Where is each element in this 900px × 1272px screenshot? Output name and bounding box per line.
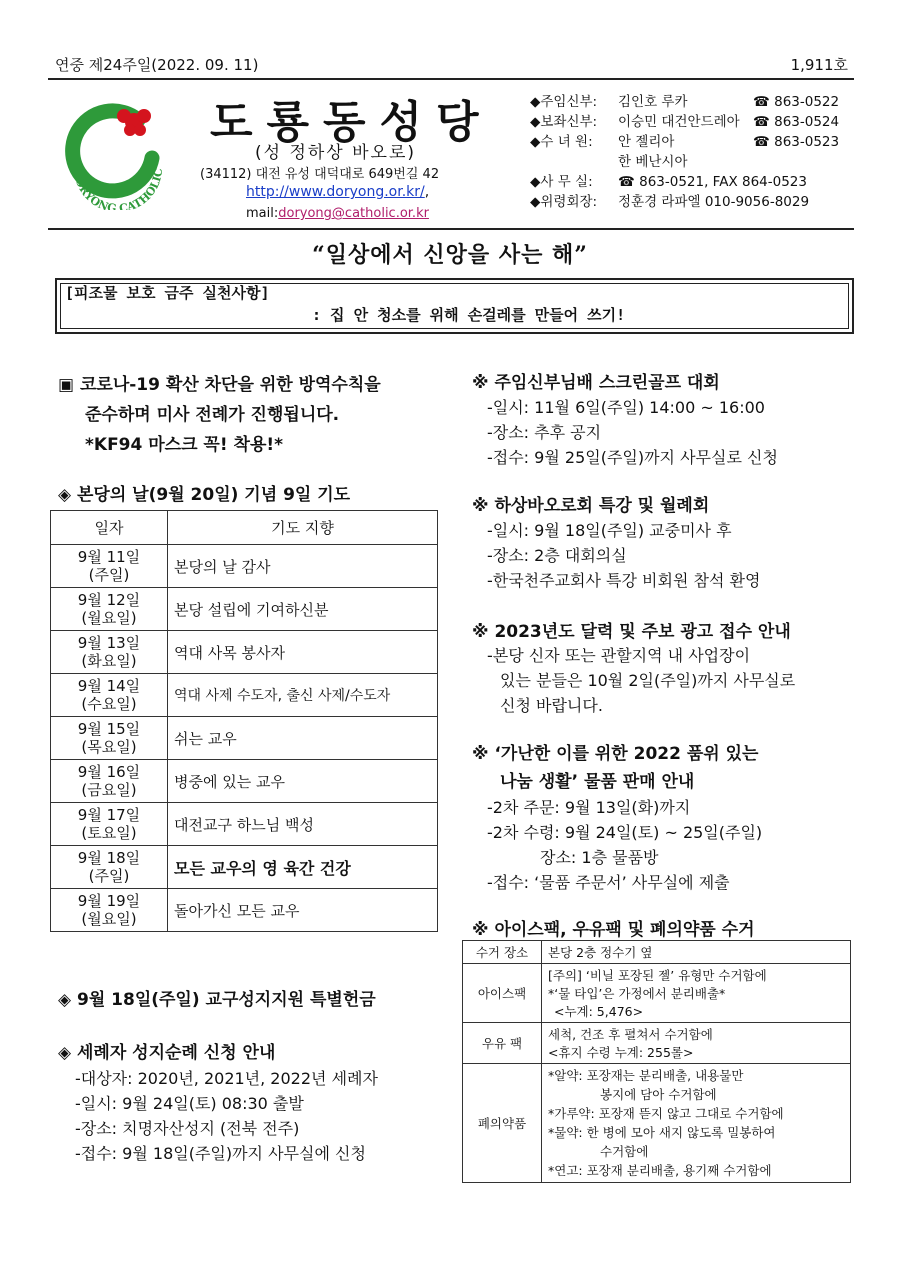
sale-line: 장소: 1층 물품방 — [540, 848, 659, 867]
row-day: (월요일) — [81, 910, 137, 928]
logo-text: DORYONG CATHOLIC — [70, 167, 166, 210]
row-date: 9월 12일 — [77, 591, 141, 609]
mail-line — [246, 206, 429, 221]
patron-saint: (성 정하상 바오로) — [255, 143, 417, 163]
date-cell — [51, 760, 168, 803]
collection-key: 아이스팩 — [463, 964, 542, 1023]
staff-phone: ☎ 863-0523 — [753, 134, 840, 150]
staff-contacts — [530, 92, 839, 212]
lecture-heading: ※ 하상바오로회 특강 및 월례회 — [472, 496, 710, 516]
table-row — [463, 1023, 851, 1064]
row-date: 9월 16일 — [77, 763, 141, 781]
table-header-row — [51, 511, 438, 545]
table-row — [51, 631, 438, 674]
church-logo — [60, 98, 172, 210]
row-day: (주일) — [88, 867, 130, 885]
collection-value — [542, 1023, 851, 1064]
staff-label: ◆수 녀 원: — [530, 134, 593, 150]
staff-row — [530, 92, 839, 112]
pilgrimage-line: -장소: 치명자산성지 (전북 전주) — [75, 1119, 300, 1138]
date-cell — [51, 717, 168, 760]
collection-line: *물약: 한 병에 모아 새지 않도록 밀봉하여 — [548, 1125, 776, 1140]
collection-line: *가루약: 포장재 뜯지 않고 그대로 수거함에 — [548, 1106, 784, 1121]
staff-name: 안 젤리아 — [618, 134, 675, 150]
collection-heading: ※ 아이스팩, 우유팩 및 폐의약품 수거 — [472, 920, 755, 940]
staff-label — [530, 152, 618, 172]
collection-value — [542, 941, 851, 964]
row-day: (토요일) — [81, 824, 137, 842]
table-row — [463, 1064, 851, 1183]
row-date: 9월 13일 — [77, 634, 141, 652]
table-row — [51, 803, 438, 846]
pilgrimage-line: -접수: 9월 18일(주일)까지 사무실에 신청 — [75, 1144, 366, 1163]
collection-line: [주의] ‘비닐 포장된 젤’ 유형만 수거함에 — [548, 968, 767, 983]
col-date-header: 일자 — [51, 511, 168, 545]
special-offering-heading: ◈ 9월 18일(주일) 교구성지지원 특별헌금 — [58, 990, 376, 1010]
staff-name: ☎ 863-0521, FAX 864-0523 — [618, 174, 807, 190]
sale-line: -2차 주문: 9월 13일(화)까지 — [487, 798, 691, 817]
staff-label: ◆사 무 실: — [530, 174, 593, 190]
collection-key: 수거 장소 — [463, 941, 542, 964]
sale-heading-line2: 나눔 생활’ 물품 판매 안내 — [500, 772, 695, 792]
intent-cell: 역대 사목 봉사자 — [168, 631, 438, 674]
row-day: (목요일) — [81, 738, 137, 756]
staff-phone: ☎ 863-0524 — [753, 114, 840, 130]
notice-title: [피조물 보호 금주 실천사항] — [65, 284, 270, 302]
row-date: 9월 14일 — [77, 677, 141, 695]
row-day: (화요일) — [81, 652, 137, 670]
creation-care-notice — [55, 278, 854, 334]
intent-cell: 돌아가신 모든 교우 — [168, 889, 438, 932]
website-suffix: , — [424, 184, 430, 200]
col-intent-header: 기도 지향 — [168, 511, 438, 545]
week-label: 연중 제24주일(2022. 09. 11) — [55, 56, 259, 74]
staff-phone: ☎ 863-0522 — [753, 94, 840, 110]
staff-name: 이승민 대건안드레아 — [618, 114, 740, 130]
sale-line: -접수: ‘물품 주문서’ 사무실에 제출 — [487, 873, 730, 892]
calendar-line: -본당 신자 또는 관할지역 내 사업장이 — [487, 646, 751, 665]
row-day: (주일) — [88, 566, 130, 584]
golf-heading: ※ 주임신부님배 스크린골프 대회 — [472, 373, 720, 393]
pilgrimage-line: -대상자: 2020년, 2021년, 2022년 세례자 — [75, 1069, 378, 1088]
table-row — [51, 889, 438, 932]
year-motto: “일상에서 신앙을 사는 해” — [312, 242, 588, 268]
row-date: 9월 18일 — [77, 849, 141, 867]
novena-heading: ◈ 본당의 날(9월 20일) 기념 9일 기도 — [58, 485, 351, 505]
intent-cell: 본당 설립에 기여하신분 — [168, 588, 438, 631]
staff-row — [530, 132, 839, 152]
intent-cell: 병중에 있는 교우 — [168, 760, 438, 803]
table-row — [463, 941, 851, 964]
intent-cell: 대전교구 하느님 백성 — [168, 803, 438, 846]
collection-line: *알약: 포장재는 분리배출, 내용물만 — [548, 1068, 744, 1083]
notice-body: : 집 안 청소를 위해 손걸레를 만들어 쓰기! — [312, 306, 626, 324]
header-rule-top — [48, 78, 854, 80]
website-line — [246, 184, 429, 200]
staff-name: 한 베난시아 — [618, 154, 688, 170]
staff-row — [530, 152, 839, 172]
lecture-line: -장소: 2층 대회의실 — [487, 546, 627, 565]
collection-value — [542, 964, 851, 1023]
row-date: 9월 19일 — [77, 892, 141, 910]
covid-line1: ▣ 코로나-19 확산 차단을 위한 방역수칙을 — [58, 375, 381, 395]
staff-name: 정훈경 라파엘 010-9056-8029 — [618, 194, 810, 210]
table-row — [51, 846, 438, 889]
covid-line2: 준수하며 미사 전례가 진행됩니다. — [85, 405, 340, 425]
staff-row — [530, 172, 839, 192]
issue-number: 1,911호 — [790, 56, 848, 74]
table-row — [51, 760, 438, 803]
intent-cell: 역대 사제 수도자, 출신 사제/수도자 — [168, 674, 438, 717]
collection-key: 우유 팩 — [463, 1023, 542, 1064]
collection-line: *연고: 포장재 분리배출, 용기째 수거함에 — [548, 1163, 772, 1178]
intent-cell: 모든 교우의 영 육간 건강 — [168, 846, 438, 889]
collection-line: 봉지에 담아 수거함에 — [600, 1087, 717, 1102]
golf-line: -일시: 11월 6일(주일) 14:00 ~ 16:00 — [487, 398, 765, 417]
header-rule-bottom — [48, 228, 854, 230]
row-day: (수요일) — [81, 695, 137, 713]
table-row — [51, 674, 438, 717]
row-date: 9월 11일 — [77, 548, 141, 566]
website-link[interactable]: http://www.doryong.or.kr/ — [246, 184, 425, 200]
staff-label: ◆보좌신부: — [530, 114, 598, 130]
golf-line: -장소: 추후 공지 — [487, 423, 602, 442]
table-row — [463, 964, 851, 1023]
staff-name: 김인호 루카 — [618, 94, 688, 110]
covid-line3: *KF94 마스크 꼭! 착용!* — [85, 435, 284, 455]
date-cell — [51, 588, 168, 631]
date-cell — [51, 674, 168, 717]
sale-heading-line1: ※ ‘가난한 이를 위한 2022 품위 있는 — [472, 744, 759, 764]
collection-line: 세척, 건조 후 펼쳐서 수거함에 — [548, 1027, 713, 1042]
pilgrimage-line: -일시: 9월 24일(토) 08:30 출발 — [75, 1094, 304, 1113]
lecture-line: -한국천주교회사 특강 비회원 참석 환영 — [487, 571, 761, 590]
staff-label: ◆주임신부: — [530, 94, 598, 110]
row-date: 9월 15일 — [77, 720, 141, 738]
date-cell — [51, 803, 168, 846]
intent-cell: 쉬는 교우 — [168, 717, 438, 760]
date-cell — [51, 889, 168, 932]
collection-key: 폐의약품 — [463, 1064, 542, 1183]
intent-cell: 본당의 날 감사 — [168, 545, 438, 588]
calendar-line: 있는 분들은 10월 2일(주일)까지 사무실로 — [500, 671, 796, 690]
row-day: (금요일) — [81, 781, 137, 799]
collection-line: <휴지 수령 누계: 255롤> — [548, 1045, 694, 1060]
table-row — [51, 588, 438, 631]
mail-link[interactable]: doryong@catholic.or.kr — [278, 206, 429, 221]
calendar-line: 신청 바랍니다. — [500, 696, 603, 715]
staff-label: ◆위령회장: — [530, 194, 598, 210]
collection-table — [462, 940, 851, 1183]
table-row — [51, 717, 438, 760]
sale-line: -2차 수령: 9월 24일(토) ~ 25일(주일) — [487, 823, 763, 842]
mail-prefix: mail: — [246, 206, 279, 221]
row-date: 9월 17일 — [77, 806, 141, 824]
pilgrimage-heading: ◈ 세례자 성지순례 신청 안내 — [58, 1043, 276, 1063]
date-cell — [51, 846, 168, 889]
collection-line: *‘물 타입’은 가정에서 분리배출* — [548, 986, 726, 1001]
date-cell — [51, 545, 168, 588]
collection-line: 수거함에 — [600, 1144, 649, 1159]
staff-row — [530, 192, 839, 212]
novena-table — [50, 510, 438, 932]
church-name: 도룡동성당 — [210, 97, 493, 148]
collection-value — [542, 1064, 851, 1183]
staff-row — [530, 112, 839, 132]
collection-line: 본당 2층 정수기 옆 — [548, 945, 653, 960]
date-cell — [51, 631, 168, 674]
church-address: (34112) 대전 유성 대덕대로 649번길 42 — [200, 167, 440, 182]
calendar-heading: ※ 2023년도 달력 및 주보 광고 접수 안내 — [472, 622, 791, 642]
collection-line: <누계: 5,476> — [554, 1004, 644, 1019]
row-day: (월요일) — [81, 609, 137, 627]
golf-line: -접수: 9월 25일(주일)까지 사무실로 신청 — [487, 448, 778, 467]
table-row — [51, 545, 438, 588]
lecture-line: -일시: 9월 18일(주일) 교중미사 후 — [487, 521, 732, 540]
